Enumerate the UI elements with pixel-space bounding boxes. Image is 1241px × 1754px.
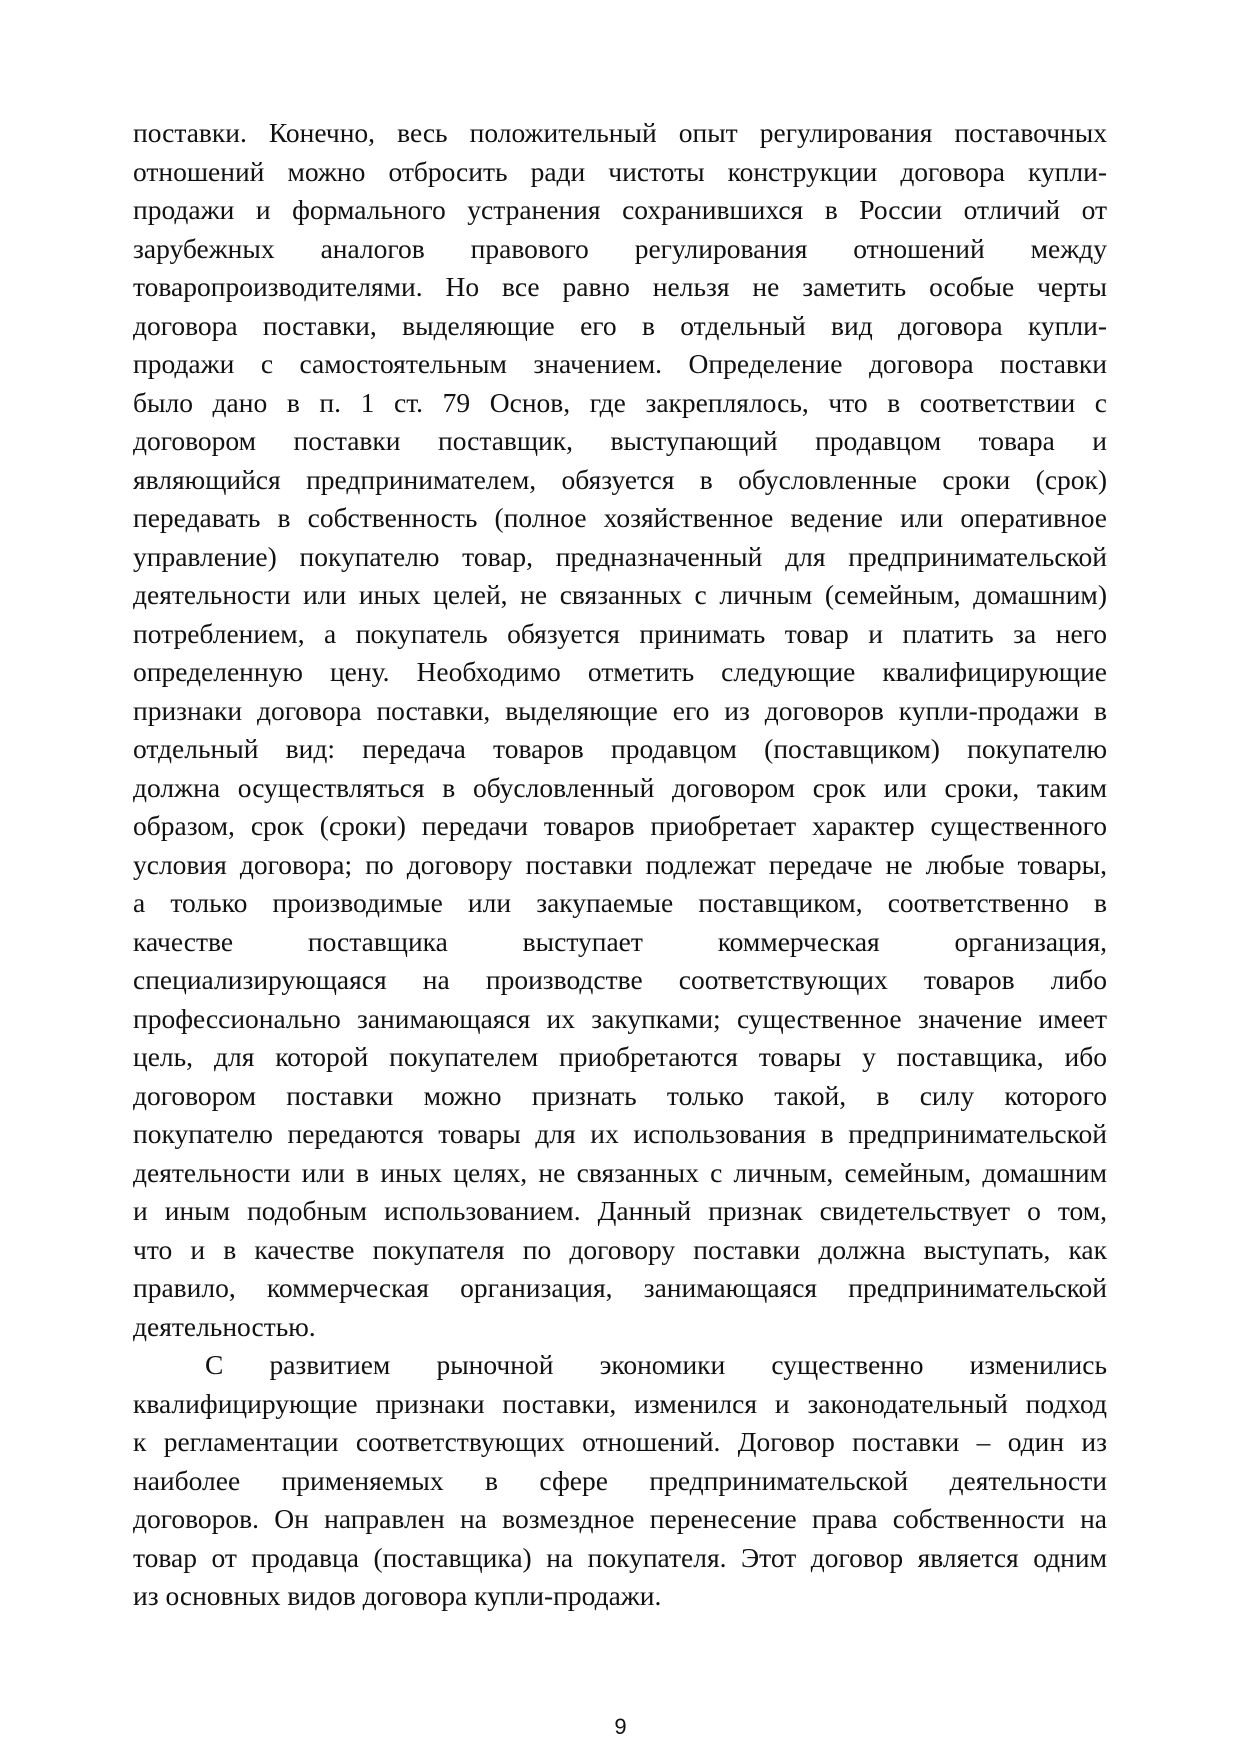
text-line: из основных видов договора купли-продажи. — [133, 1580, 662, 1611]
text-line: а только производимые или закупаемые поставщиком, соответственно в — [133, 887, 1107, 918]
text-line: что и в качестве покупателя по договору поставки должна выступать, как — [133, 1233, 1107, 1265]
text-line: поставки. Конечно, весь положительный опыт регулирования поставочных — [133, 117, 1107, 148]
text-line: договора поставки, выделяющие его в отдельный вид договора купли- — [133, 309, 1107, 341]
text-line: качестве поставщика выступает коммерческая организация, — [133, 925, 1107, 957]
text-line: профессионально занимающаяся их закупками; существенное значение имеет — [133, 1002, 1107, 1034]
text-line: квалифицирующие признаки поставки, изменился и законодательный подход — [133, 1387, 1107, 1419]
text-line: покупателю передаются товары для их использования в предпринимательской — [133, 1118, 1107, 1149]
text-line: к регламентации соответствующих отношений. Договор поставки – один из — [133, 1426, 1107, 1457]
text-line: специализирующаяся на производстве соответствующих товаров либо — [133, 964, 1107, 995]
text-line: потреблением, а покупатель обязуется принимать товар и платить за него — [133, 617, 1107, 649]
text-line: договором поставки можно признать только такой, в силу которого — [133, 1079, 1107, 1111]
text-line: товаропроизводителями. Но все равно нельзя не заметить особые черты — [133, 271, 1107, 302]
body-text — [133, 114, 1107, 1616]
text-line: договором поставки поставщик, выступающий продавцом товара и — [133, 425, 1107, 456]
text-line: С развитием рыночной экономики существенно изменились — [205, 1349, 1107, 1380]
text-line: являющийся предпринимателем, обязуется в обусловленные сроки (срок) — [133, 463, 1107, 495]
text-line: было дано в п. 1 ст. 79 Основ, где закреплялось, что в соответствии с — [133, 386, 1107, 418]
text-line: признаки договора поставки, выделяющие его из договоров купли-продажи в — [133, 694, 1107, 726]
text-line: отношений можно отбросить ради чистоты конструкции договора купли- — [133, 155, 1107, 187]
text-line: деятельности или в иных целях, не связанных с личным, семейным, домашним — [133, 1156, 1107, 1188]
text-line: цель, для которой покупателем приобретаются товары у поставщика, ибо — [133, 1041, 1107, 1072]
paragraph — [133, 1346, 1107, 1616]
text-line: продажи и формального устранения сохранившихся в России отличий от — [133, 194, 1107, 225]
text-line: отдельный вид: передача товаров продавцом (поставщиком) покупателю — [133, 733, 1107, 764]
text-line: образом, срок (сроки) передачи товаров приобретает характер существенного — [133, 810, 1107, 841]
text-line: передавать в собственность (полное хозяйственное ведение или оперативное — [133, 502, 1107, 533]
text-line: продажи с самостоятельным значением. Определение договора поставки — [133, 348, 1107, 379]
text-line: наиболее применяемых в сфере предпринимательской деятельности — [133, 1464, 1107, 1496]
paragraph — [133, 114, 1107, 1346]
text-line: управление) покупателю товар, предназначенный для предпринимательской — [133, 540, 1107, 572]
text-line: деятельностью. — [133, 1310, 316, 1342]
page-number: 9 — [614, 1714, 627, 1739]
text-line: условия договора; по договору поставки подлежат передаче не любые товары, — [133, 848, 1107, 880]
text-line: зарубежных аналогов правового регулирования отношений между — [133, 232, 1107, 264]
text-line: и иным подобным использованием. Данный признак свидетельствует о том, — [133, 1195, 1107, 1226]
text-line: определенную цену. Необходимо отметить следующие квалифицирующие — [133, 656, 1107, 687]
text-line: договоров. Он направлен на возмездное перенесение права собственности на — [133, 1503, 1107, 1534]
text-line: должна осуществляться в обусловленный договором срок или сроки, таким — [133, 771, 1107, 803]
text-line: правило, коммерческая организация, занимающаяся предпринимательской — [133, 1272, 1107, 1303]
text-line: товар от продавца (поставщика) на покупателя. Этот договор является одним — [133, 1541, 1107, 1573]
text-line: деятельности или иных целей, не связанных с личным (семейным, домашним) — [133, 579, 1107, 610]
